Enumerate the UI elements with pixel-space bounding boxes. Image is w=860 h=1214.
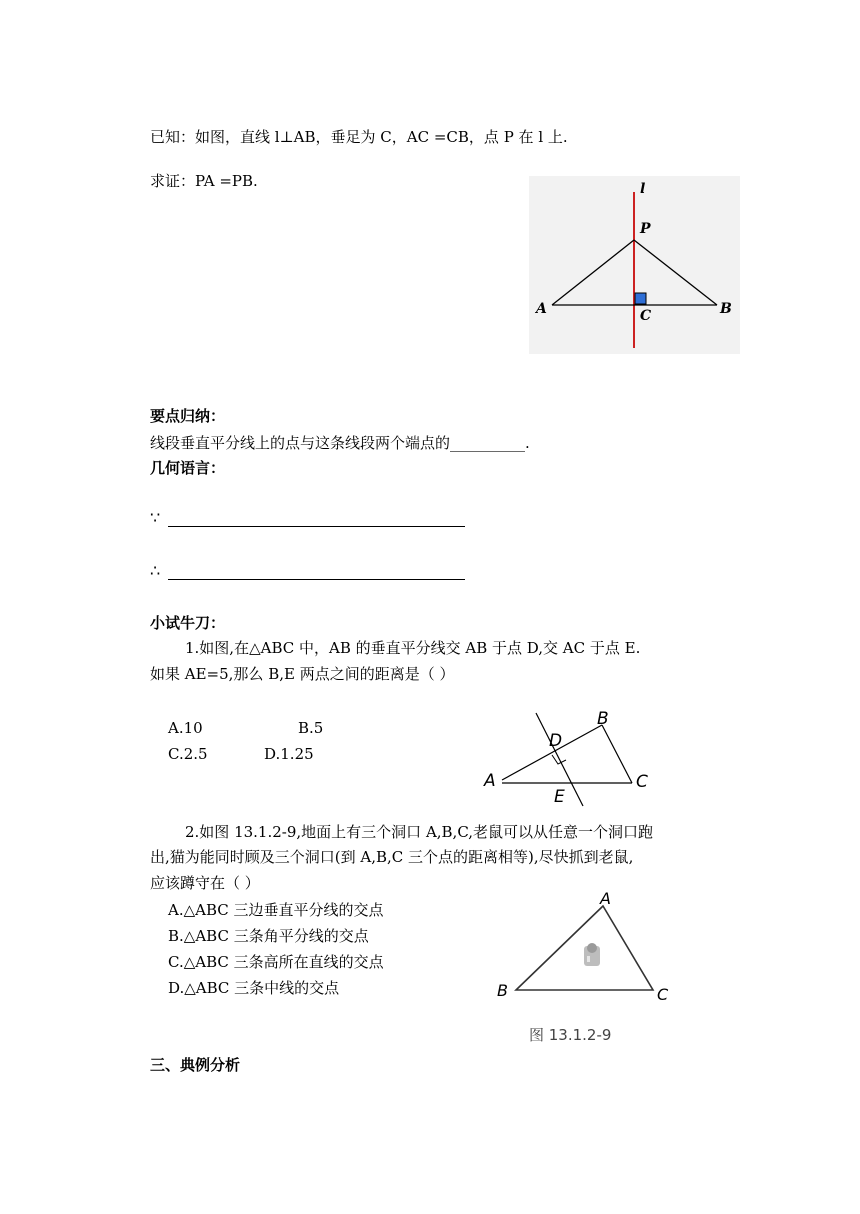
therefore-blank — [168, 579, 465, 580]
segment-bc — [602, 725, 632, 783]
figure-q2-triangle — [490, 890, 680, 1048]
label-a: A — [536, 301, 547, 317]
therefore-symbol: ∴ — [150, 561, 161, 580]
label-b: B — [720, 301, 732, 317]
because-symbol: ∵ — [150, 508, 161, 527]
label-c: C — [640, 308, 652, 324]
q2-line2: 出,猫为能同时顾及三个洞口(到 A,B,C 三个点的距离相等),尽快抓到老鼠, — [150, 848, 634, 866]
label-b: B — [497, 981, 508, 1000]
label-l: l — [640, 181, 646, 197]
practice-heading: 小试牛刀： — [150, 614, 226, 632]
q2-line3: 应该蹲守在（ ） — [150, 874, 260, 892]
label-a: A — [484, 771, 496, 791]
given-statement: 已知：如图，直线 l⊥AB，垂足为 C，AC =CB，点 P 在 l 上. — [150, 128, 568, 146]
figure-q1-triangle — [480, 703, 680, 808]
key-points-heading: 要点归纳： — [150, 407, 226, 425]
key-points-text: 线段垂直平分线上的点与这条线段两个端点的__________. — [150, 434, 530, 452]
q2-option-c: C.△ABC 三条高所在直线的交点 — [168, 953, 384, 971]
q1-line2: 如果 AE=5,那么 B,E 两点之间的距离是（ ） — [150, 665, 455, 683]
label-a: A — [600, 890, 611, 908]
label-e: E — [554, 787, 565, 807]
q1-option-c: C.2.5 — [168, 745, 208, 763]
q1-option-b: B.5 — [298, 719, 324, 737]
figure-perpendicular-bisector — [529, 176, 740, 354]
right-angle-mark — [635, 293, 646, 304]
label-p: P — [640, 221, 651, 237]
label-c: C — [636, 772, 648, 792]
label-b: B — [597, 709, 609, 729]
because-blank — [168, 526, 465, 527]
figure-caption: 图 13.1.2-9 — [529, 1026, 612, 1044]
q2-line1: 2.如图 13.1.2-9,地面上有三个洞口 A,B,C,老鼠可以从任意一个洞口跑 — [185, 823, 654, 841]
q2-option-b: B.△ABC 三条角平分线的交点 — [168, 927, 369, 945]
label-c: C — [657, 985, 669, 1004]
prove-statement: 求证：PA =PB. — [150, 172, 258, 190]
q1-option-a: A.10 — [168, 719, 203, 737]
q2-option-a: A.△ABC 三边垂直平分线的交点 — [168, 901, 384, 919]
geometry-language-heading: 几何语言： — [150, 459, 226, 477]
section-3-heading: 三、典例分析 — [150, 1056, 241, 1074]
q2-option-d: D.△ABC 三条中线的交点 — [168, 979, 340, 997]
q1-option-d: D.1.25 — [264, 745, 314, 763]
label-d: D — [549, 731, 563, 751]
q1-line1: 1.如图,在△ABC 中，AB 的垂直平分线交 AB 于点 D,交 AC 于点 E. — [185, 639, 641, 657]
cat-icon — [584, 943, 600, 966]
